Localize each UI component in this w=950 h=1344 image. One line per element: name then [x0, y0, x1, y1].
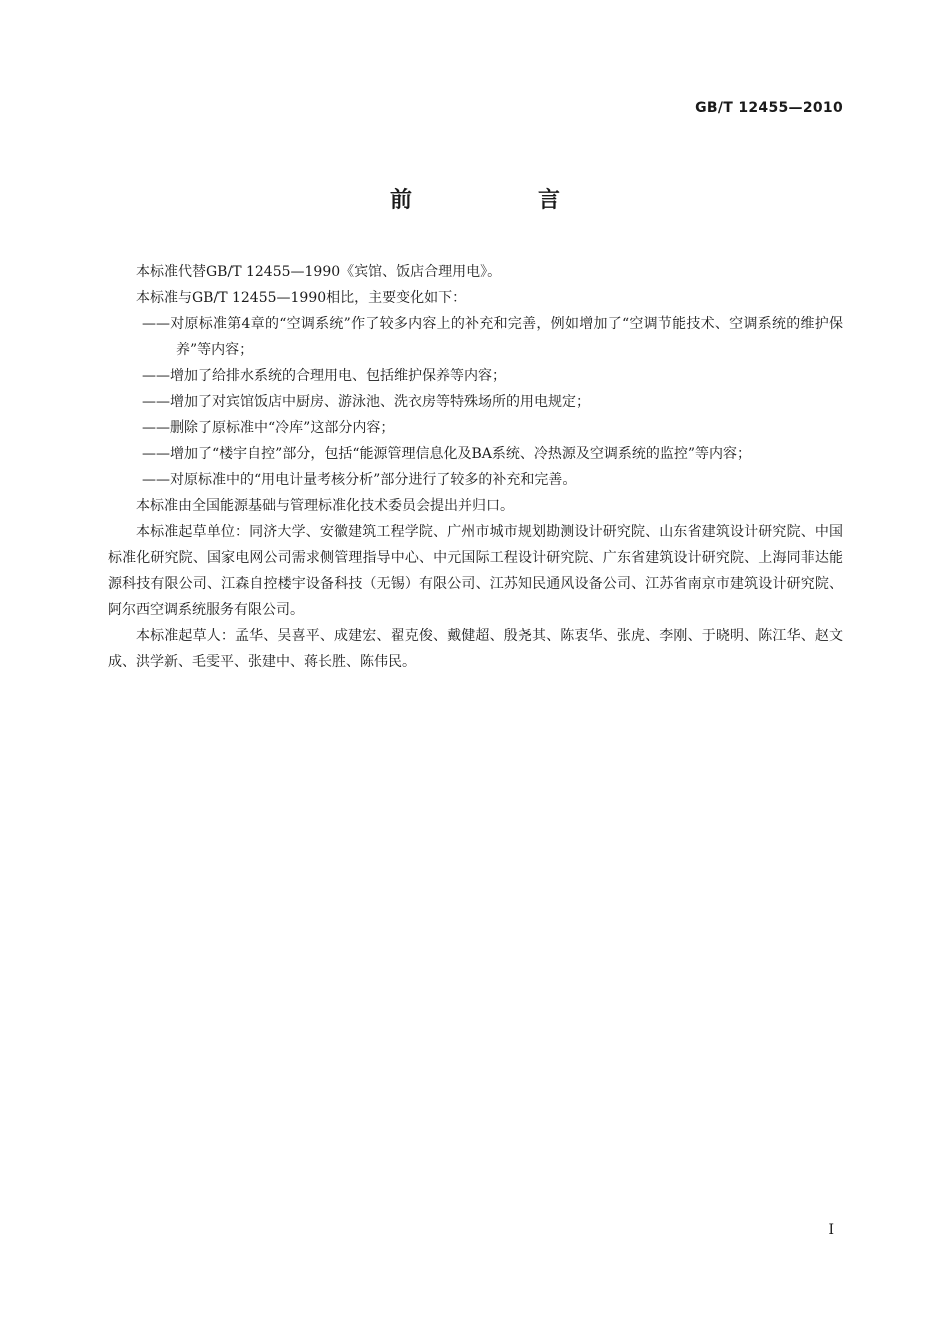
change-item: ——对原标准第4章的“空调系统”作了较多内容上的补充和完善，例如增加了“空调节能技术、空调系统的维护保养”等内容； — [142, 316, 843, 358]
change-item: ——增加了给排水系统的合理用电、包括维护保养等内容； — [142, 368, 506, 384]
page-title: 前 言 — [389, 188, 612, 213]
proposer-statement: 本标准由全国能源基础与管理标准化技术委员会提出并归口。 — [136, 498, 514, 514]
foreword-body — [108, 259, 843, 675]
change-item: ——增加了“楼宇自控”部分，包括“能源管理信息化及BA系统、冷热源及空调系统的监控”等内容； — [142, 446, 752, 462]
change-item: ——对原标准中的“用电计量考核分析”部分进行了较多的补充和完善。 — [142, 472, 577, 488]
drafting-units: 本标准起草单位：同济大学、安徽建筑工程学院、广州市城市规划勘测设计研究院、山东省建筑设计研究院、中国标准化研究院、国家电网公司需求侧管理指导中心、中元国际工程设计研究院、广东省建筑设计研究院、上海同菲达能源科技有限公司、江森自控楼宇设备科技（无锡）有限公司、江苏知民通风设备公司、江苏省南京市建筑设计研究院、阿尔西空调系统服务有限公司。 — [108, 524, 843, 618]
replacement-statement: 本标准代替GB/T 12455—1990《宾馆、饭店合理用电》。 — [136, 264, 502, 280]
change-item: ——增加了对宾馆饭店中厨房、游泳池、洗衣房等特殊场所的用电规定； — [142, 394, 590, 410]
page-number: I — [828, 1222, 834, 1238]
drafters: 本标准起草人：孟华、吴喜平、成建宏、翟克俊、戴健超、殷尧其、陈衷华、张虎、李刚、于晓明、陈江华、赵文成、洪学新、毛雯平、张建中、蒋长胜、陈伟民。 — [108, 628, 843, 670]
change-item: ——删除了原标准中“冷库”这部分内容； — [142, 420, 395, 436]
changes-list — [108, 311, 843, 493]
changes-intro: 本标准与GB/T 12455—1990相比，主要变化如下： — [136, 290, 467, 306]
standard-code: GB/T 12455—2010 — [695, 100, 843, 116]
